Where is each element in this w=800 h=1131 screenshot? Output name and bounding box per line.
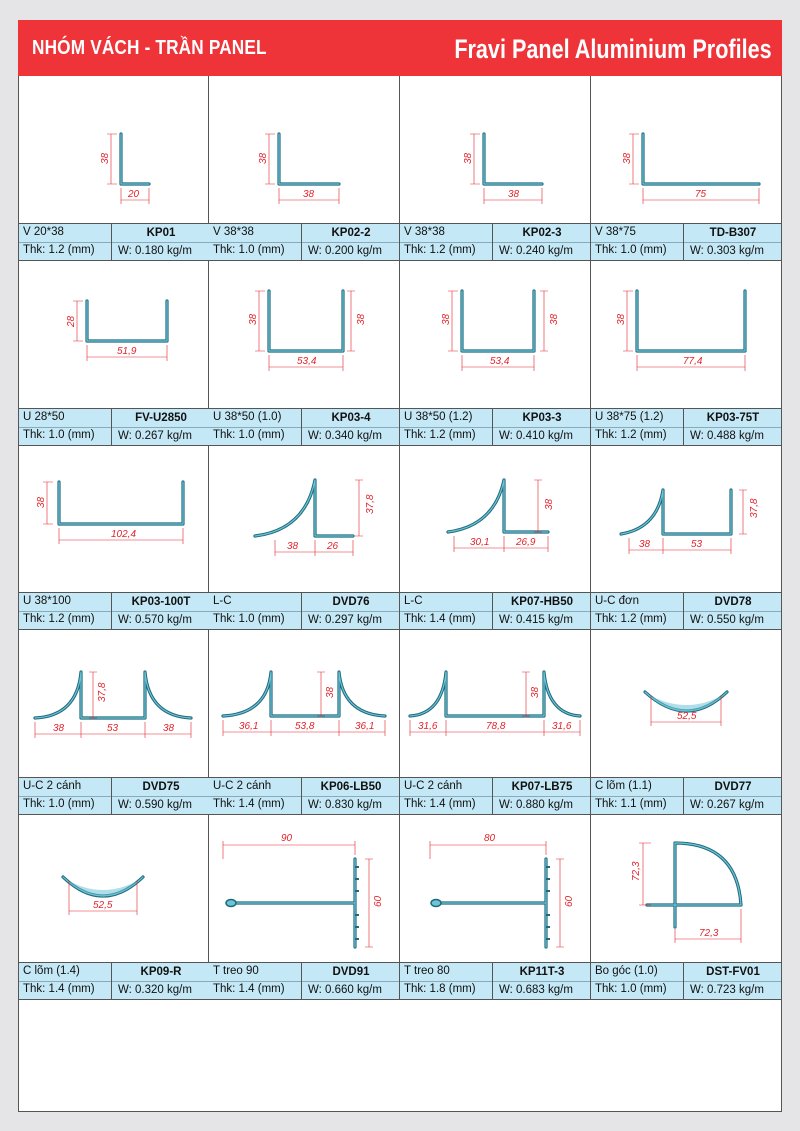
profile-name: U-C đơn [595, 595, 639, 608]
profile-name: Bo góc (1.0) [595, 964, 658, 977]
dim-label: 26 [327, 540, 339, 552]
dim-label: 60 [373, 896, 384, 908]
product-card [400, 261, 591, 446]
product-card [591, 815, 782, 1000]
product-code: KP07-HB50 [492, 593, 591, 611]
dim-label: 38 [303, 189, 315, 200]
product-card [400, 815, 591, 1000]
product-code: KP02-3 [492, 224, 591, 242]
product-card [591, 261, 782, 446]
product-card [400, 630, 591, 815]
profile-name: U-C 2 cánh [23, 780, 82, 793]
product-card [209, 815, 400, 1000]
thickness: Thk: 1.0 (mm) [23, 428, 95, 441]
thickness: Thk: 1.2 (mm) [595, 613, 667, 626]
thickness: Thk: 1.4 (mm) [213, 982, 285, 995]
weight: W: 0.320 kg/m [111, 981, 209, 999]
weight: W: 0.590 kg/m [111, 796, 209, 814]
thickness: Thk: 1.4 (mm) [404, 613, 476, 626]
profile-name: T treo 80 [404, 964, 450, 977]
product-card [209, 261, 400, 446]
profile-drawing-kp03-75t [591, 261, 781, 408]
profile-name: V 20*38 [23, 225, 64, 238]
profile-drawing-dvd78 [591, 446, 781, 593]
dim-label: 38 [100, 152, 111, 164]
dim-label: 60 [564, 896, 575, 908]
dim-label: 72,3 [699, 928, 719, 940]
weight: W: 0.550 kg/m [683, 611, 781, 629]
profile-name: V 38*38 [213, 225, 254, 238]
spec-block [400, 777, 590, 814]
weight: W: 0.415 kg/m [492, 611, 590, 629]
profile-drawing-dst-fv01 [591, 815, 781, 962]
profile-drawing-kp02-2 [209, 76, 399, 223]
product-card [18, 630, 209, 815]
profile-name: U 38*50 (1.0) [213, 410, 282, 423]
weight: W: 0.830 kg/m [301, 796, 399, 814]
product-code: KP06-LB50 [301, 778, 400, 796]
dim-label: 38 [639, 538, 651, 550]
dim-label: 37,8 [97, 682, 108, 703]
product-code: DVD76 [301, 593, 400, 611]
spec-block [19, 962, 209, 999]
product-card [18, 446, 209, 631]
thickness: Thk: 1.8 (mm) [404, 982, 476, 995]
spec-block [209, 592, 399, 629]
profile-drawing-dvd91 [209, 815, 399, 962]
profile-name: U-C 2 cánh [213, 780, 272, 793]
profile-name: V 38*75 [595, 225, 636, 238]
dim-label: 38 [248, 313, 259, 325]
product-code: KP03-4 [301, 409, 400, 427]
product-code: KP09-R [111, 963, 210, 981]
dim-label: 38 [549, 313, 560, 325]
weight: W: 0.723 kg/m [683, 981, 781, 999]
profile-drawing-fv-u2850 [19, 261, 209, 408]
product-code: KP03-75T [683, 409, 782, 427]
spec-block [400, 592, 590, 629]
dim-label: 102,4 [111, 528, 137, 540]
header-left-title: NHÓM VÁCH - TRẦN PANEL [32, 37, 267, 59]
thickness: Thk: 1.2 (mm) [23, 243, 95, 256]
dim-label: 75 [695, 189, 707, 200]
spec-block [19, 408, 209, 445]
header-banner [18, 20, 782, 76]
product-code: KP03-100T [111, 593, 210, 611]
header-right-title: Fravi Panel Aluminium Profiles [454, 34, 772, 64]
spec-block [209, 777, 399, 814]
spec-block [400, 408, 590, 445]
weight: W: 0.880 kg/m [492, 796, 590, 814]
thickness: Thk: 1.4 (mm) [404, 798, 476, 811]
profile-drawing-kp09-r [19, 815, 209, 962]
profile-name: L-C [213, 595, 232, 608]
profile-name: U 28*50 [23, 410, 65, 423]
dim-label: 38 [508, 189, 520, 200]
profile-drawing-kp07-lb75 [400, 630, 590, 777]
weight: W: 0.488 kg/m [683, 427, 781, 445]
weight: W: 0.340 kg/m [301, 427, 399, 445]
thickness: Thk: 1.2 (mm) [23, 613, 95, 626]
spec-block [209, 408, 399, 445]
profile-name: U 38*50 (1.2) [404, 410, 473, 423]
profile-drawing-td-b307 [591, 76, 781, 223]
profile-drawing-kp02-3 [400, 76, 590, 223]
dim-label: 38 [287, 540, 299, 552]
profile-name: U 38*75 (1.2) [595, 410, 664, 423]
dim-label: 38 [356, 313, 367, 325]
spec-block [591, 592, 781, 629]
product-card [18, 815, 209, 1000]
empty-footer-area [18, 1000, 782, 1112]
dim-label: 38 [53, 723, 65, 735]
product-code: KP07-LB75 [492, 778, 591, 796]
spec-block [591, 962, 781, 999]
catalog-page [18, 20, 782, 1112]
dim-label: 38 [616, 313, 627, 325]
dim-label: 77,4 [683, 355, 703, 367]
dim-label: 53 [691, 538, 703, 550]
dim-label: 52,5 [93, 900, 113, 912]
profile-name: V 38*38 [404, 225, 445, 238]
profile-drawing-kp07-hb50 [400, 446, 590, 593]
profile-drawing-dvd75 [19, 630, 209, 777]
spec-block [591, 777, 781, 814]
thickness: Thk: 1.2 (mm) [595, 428, 667, 441]
spec-block [591, 408, 781, 445]
dim-label: 38 [622, 152, 633, 164]
dim-label: 90 [281, 833, 293, 845]
profile-drawing-kp11t-3 [400, 815, 590, 962]
dim-label: 78,8 [486, 721, 506, 733]
product-card [400, 76, 591, 261]
product-code: DVD78 [683, 593, 782, 611]
profile-name: C lõm (1.4) [23, 964, 80, 977]
thickness: Thk: 1.0 (mm) [23, 798, 95, 811]
dim-label: 28 [66, 315, 77, 327]
thickness: Thk: 1.0 (mm) [213, 428, 285, 441]
profile-name: U-C 2 cánh [404, 780, 463, 793]
spec-block [209, 223, 399, 260]
weight: W: 0.570 kg/m [111, 611, 209, 629]
product-card [591, 630, 782, 815]
dim-label: 53,4 [297, 355, 317, 367]
dim-label: 51,9 [117, 345, 137, 357]
weight: W: 0.200 kg/m [301, 242, 399, 260]
weight: W: 0.410 kg/m [492, 427, 590, 445]
dim-label: 38 [441, 313, 452, 325]
spec-block [19, 592, 209, 629]
product-code: TD-B307 [683, 224, 782, 242]
dim-label: 30,1 [470, 536, 490, 548]
weight: W: 0.180 kg/m [111, 242, 209, 260]
dim-label: 38 [463, 152, 474, 164]
product-code: DVD77 [683, 778, 782, 796]
dim-label: 20 [128, 189, 140, 200]
spec-block [19, 777, 209, 814]
thickness: Thk: 1.1 (mm) [595, 798, 667, 811]
dim-label: 37,8 [365, 494, 376, 514]
thickness: Thk: 1.4 (mm) [23, 982, 95, 995]
thickness: Thk: 1.2 (mm) [404, 428, 476, 441]
profile-drawing-kp03-3 [400, 261, 590, 408]
product-code: DST-FV01 [683, 963, 782, 981]
dim-label: 38 [163, 723, 175, 735]
dim-label: 38 [530, 687, 541, 699]
profile-drawing-dvd77 [591, 630, 781, 777]
thickness: Thk: 1.4 (mm) [213, 798, 285, 811]
profile-name: C lõm (1.1) [595, 780, 652, 793]
dim-label: 37,8 [749, 498, 760, 518]
product-code: KP02-2 [301, 224, 400, 242]
spec-block [209, 962, 399, 999]
thickness: Thk: 1.0 (mm) [213, 613, 285, 626]
weight: W: 0.240 kg/m [492, 242, 590, 260]
spec-block [400, 962, 590, 999]
product-card [209, 76, 400, 261]
weight: W: 0.267 kg/m [111, 427, 209, 445]
product-card [591, 76, 782, 261]
product-card [591, 446, 782, 631]
product-grid [18, 76, 782, 1000]
product-code: KP03-3 [492, 409, 591, 427]
product-code: FV-U2850 [111, 409, 210, 427]
dim-label: 36,1 [355, 721, 375, 733]
dim-label: 53,4 [490, 355, 510, 367]
product-card [209, 446, 400, 631]
weight: W: 0.297 kg/m [301, 611, 399, 629]
profile-name: L-C [404, 595, 423, 608]
dim-label: 31,6 [418, 721, 438, 733]
product-card [400, 446, 591, 631]
profile-drawing-kp01 [19, 76, 209, 223]
spec-block [591, 223, 781, 260]
weight: W: 0.660 kg/m [301, 981, 399, 999]
dim-label: 72,3 [631, 861, 642, 882]
dim-label: 38 [36, 496, 47, 508]
dim-label: 52,5 [677, 711, 697, 723]
profile-drawing-kp03-100t [19, 446, 209, 593]
weight: W: 0.683 kg/m [492, 981, 590, 999]
thickness: Thk: 1.0 (mm) [213, 243, 285, 256]
spec-block [400, 223, 590, 260]
profile-drawing-kp06-lb50 [209, 630, 399, 777]
product-code: KP11T-3 [492, 963, 591, 981]
spec-block [19, 223, 209, 260]
product-code: DVD91 [301, 963, 400, 981]
dim-label: 26,9 [516, 536, 536, 548]
product-code: DVD75 [111, 778, 210, 796]
profile-name: U 38*100 [23, 595, 71, 608]
product-card [209, 630, 400, 815]
product-card [18, 261, 209, 446]
thickness: Thk: 1.0 (mm) [595, 982, 667, 995]
dim-label: 38 [258, 152, 269, 164]
dim-label: 38 [325, 687, 336, 699]
dim-label: 53,8 [295, 721, 315, 733]
product-code: KP01 [111, 224, 210, 242]
thickness: Thk: 1.2 (mm) [404, 243, 476, 256]
dim-label: 53 [107, 723, 119, 735]
profile-drawing-dvd76 [209, 446, 399, 593]
profile-name: T treo 90 [213, 964, 259, 977]
dim-label: 38 [544, 498, 555, 510]
dim-label: 80 [484, 833, 496, 845]
weight: W: 0.267 kg/m [683, 796, 781, 814]
dim-label: 36,1 [239, 721, 259, 733]
thickness: Thk: 1.0 (mm) [595, 243, 667, 256]
weight: W: 0.303 kg/m [683, 242, 781, 260]
dim-label: 31,6 [552, 721, 572, 733]
profile-drawing-kp03-4 [209, 261, 399, 408]
product-card [18, 76, 209, 261]
